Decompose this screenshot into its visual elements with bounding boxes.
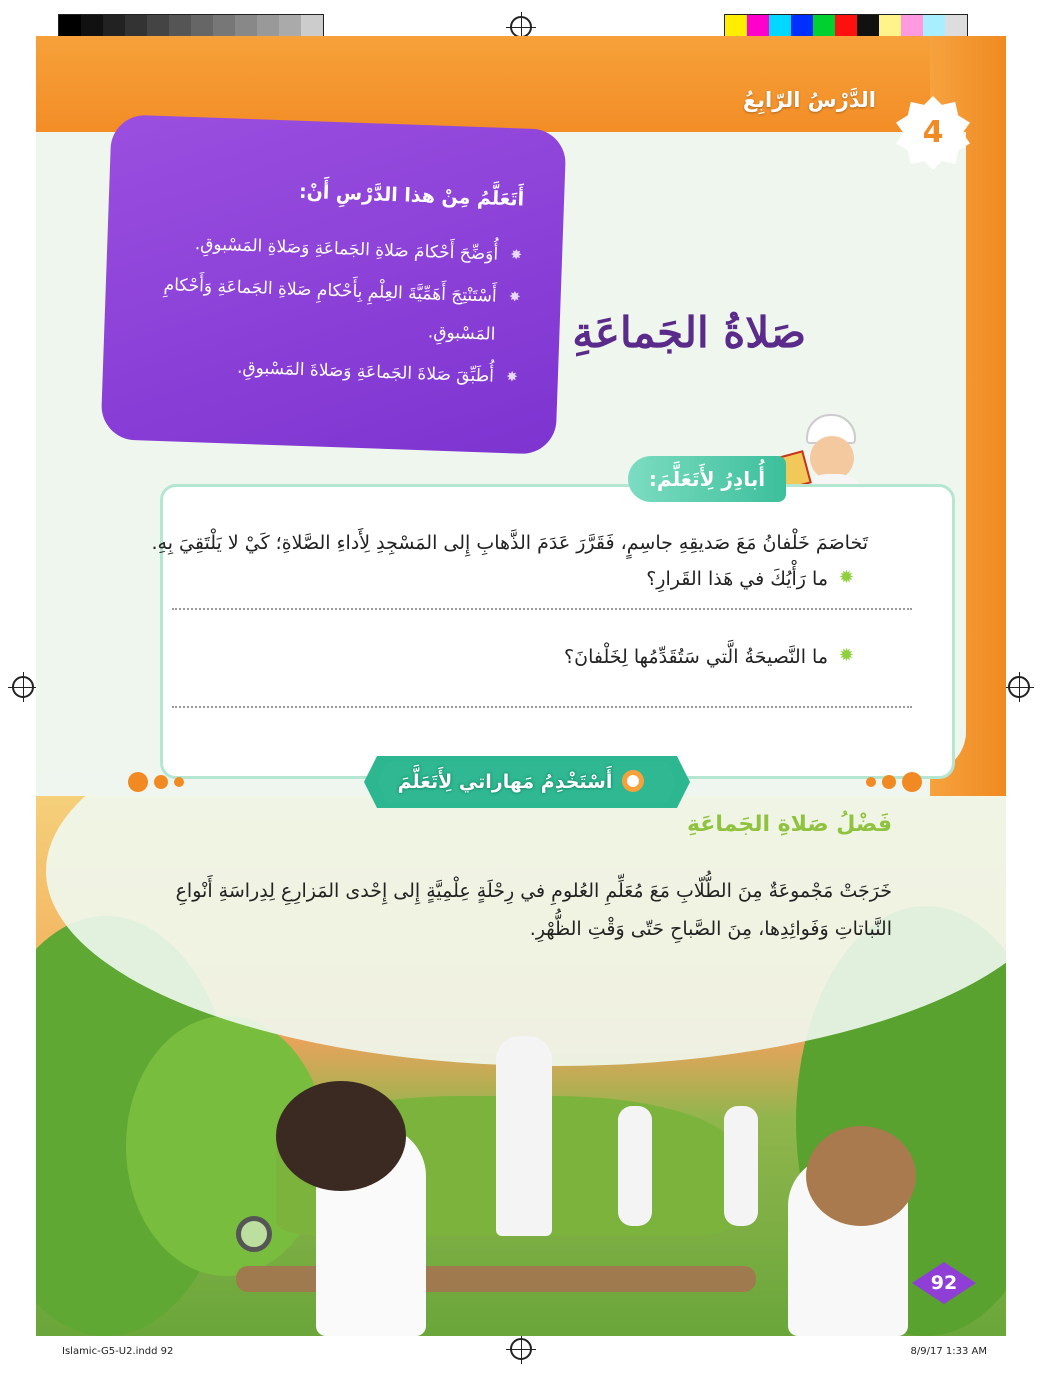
student-figure-1 (618, 1106, 652, 1226)
dot-left-2 (154, 775, 168, 789)
objective-item: ✸ أُطَبِّقَ صَلاةَ الجَماعَةِ وَصَلاةَ المَسْبوقِ. (132, 345, 518, 396)
dot-left-1 (128, 772, 148, 792)
file-slug: Islamic-G5-U2.indd 92 (62, 1346, 174, 1357)
registration-mark-left (12, 676, 34, 698)
initiative-text: تَخاصَمَ خَلْفانُ مَعَ صَديقِهِ جاسِمٍ، فَقَرَّرَ عَدَمَ الذَّهابِ إِلى المَسْجِدِ لِأَداءِ الصَّلاةِ؛ كَيْ لا يَلْتَقِيَ بِهِ. (151, 532, 868, 554)
answer-line-1[interactable] (172, 608, 912, 610)
registration-mark-right (1008, 676, 1030, 698)
dot-right-2 (882, 775, 896, 789)
lesson-number: 4 (922, 115, 944, 150)
boy-hair (276, 1081, 406, 1191)
section-title: فَضْلُ صَلاةِ الجَماعَةِ (686, 812, 892, 837)
student-figure-2 (724, 1106, 758, 1226)
dot-left-3 (174, 777, 184, 787)
date-slug: 8/9/17 1:33 AM (910, 1346, 987, 1357)
teacher-figure (496, 1036, 552, 1236)
objectives-heading: أَتَعَلَّمُ مِنْ هذا الدَّرْسِ أَنْ: (298, 180, 525, 211)
grayscale-print-bar (58, 14, 324, 38)
dot-right-1 (866, 777, 876, 787)
answer-line-2[interactable] (172, 706, 912, 708)
skills-banner-label: أَسْتَخْدِمُ مَهاراتي لِأَتَعَلَّمَ (397, 771, 613, 793)
page-number: 92 (930, 1272, 958, 1294)
registration-mark-bottom (510, 1338, 532, 1360)
lesson-label: الدَّرْسُ الرّابِعُ (742, 88, 876, 112)
color-print-bar (724, 14, 968, 38)
initiative-tag: أُبادِرُ لِأَتَعَلَّمَ: (628, 456, 786, 502)
textbook-page (36, 36, 1006, 1336)
dirt-path (236, 1266, 756, 1292)
dot-right-3 (902, 772, 922, 792)
objective-item: ✸ أُوَضِّحَ أَحْكامَ صَلاةِ الجَماعَةِ وَصَلاةِ المَسْبوقِ. (137, 223, 523, 274)
page-number-badge (912, 1262, 976, 1304)
lesson-title: صَلاةُ الجَماعَةِ (572, 308, 806, 357)
learning-objectives-card (100, 114, 566, 455)
boy-right-hair (806, 1126, 916, 1226)
skills-banner (364, 756, 690, 808)
question-2: ✹ ما النَّصيحَةُ الَّتي سَتُقَدِّمُها لِخَلْفانَ؟ (564, 646, 854, 668)
lesson-number-badge (896, 96, 970, 170)
registration-mark-top (510, 16, 532, 38)
question-1: ✹ ما رَأْيُكَ في هَذا القَرارِ؟ (646, 568, 854, 590)
objective-item: ✸ أَسْتَنْتِجَ أَهَمِّيَّةَ العِلْمِ بِأَحْكامِ صَلاةِ الجَماعَةِ وَأَحْكامِ المَسْبوقِ. (134, 265, 521, 354)
story-text: خَرَجَتْ مَجْموعَةٌ مِنَ الطُّلّابِ مَعَ مُعَلِّمِ العُلومِ في رِحْلَةٍ عِلْمِيَّةٍ إِلى إِحْدى المَزارِعِ لِدِراسَةِ أَنْواعِ النَّباتاتِ وَفَوائِدِها، مِنَ الصَّباحِ حَتّى وَقْتِ الظُّهْرِ. (175, 880, 892, 940)
magnifier-icon (236, 1216, 272, 1252)
objectives-list (132, 223, 522, 396)
